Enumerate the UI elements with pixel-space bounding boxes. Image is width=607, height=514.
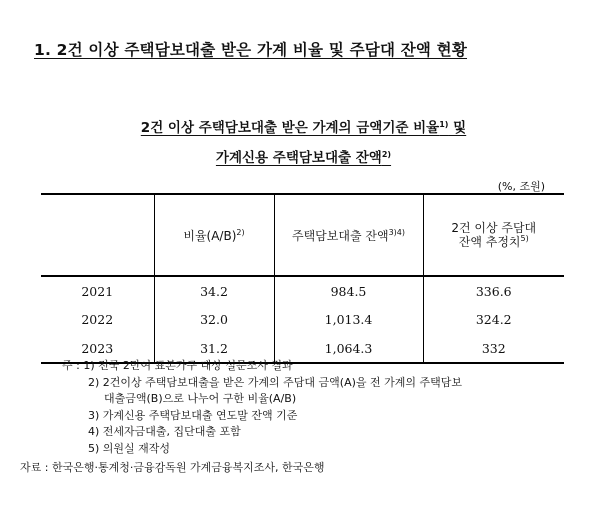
cell-ratio: 31.2 bbox=[154, 334, 274, 363]
table-header-row bbox=[41, 194, 564, 276]
cell-balance: 984.5 bbox=[274, 276, 423, 305]
stats-table bbox=[41, 193, 564, 364]
footnote-2-continued: 대출금액(B)으로 나누어 구한 비율(A/B) bbox=[104, 392, 297, 405]
cell-year: 2022 bbox=[81, 312, 114, 327]
footnote-4: 4) 전세자금대출, 집단대출 포함 bbox=[88, 425, 241, 438]
table-title-line1: 2건 이상 주택담보대출 받은 가계의 금액기준 비율$^{1)}$ 및 bbox=[140, 120, 467, 136]
footnote-3: 3) 가계신용 주택담보대출 연도말 잔액 기준 bbox=[88, 408, 298, 422]
header-year bbox=[41, 194, 154, 276]
cell-ratio: 34.2 bbox=[154, 276, 274, 305]
header-estimate: 2건 이상 주담대 잔액 추정치$^{5)}$ bbox=[423, 194, 564, 276]
footnote-2: 2) 2건이상 주택담보대출을 받은 가계의 주담대 금액(A)을 전 가계의 주택담보 bbox=[88, 375, 463, 389]
header-balance: 주택담보대출 잔액$^{3)4)}$ bbox=[274, 194, 423, 276]
unit-label: (%, 조원) bbox=[497, 180, 545, 193]
header-ratio: 비율$(A/B)^{2)}$ bbox=[154, 194, 274, 276]
table-row bbox=[41, 305, 564, 334]
cell-balance: 1,013.4 bbox=[274, 305, 423, 334]
footnote-1: 주 : 1) 전국 2만여 표본가구 대상 설문조사 결과 bbox=[62, 359, 293, 372]
cell-year: 2021 bbox=[81, 283, 114, 299]
cell-estimate: 336.6 bbox=[423, 276, 564, 305]
table-row bbox=[41, 276, 564, 305]
section-heading: 1. 2건 이상 주택담보대출 받은 가계 비율 및 주담대 잔액 현황 bbox=[34, 41, 468, 59]
cell-balance: 1,064.3 bbox=[274, 334, 423, 363]
table-title-line2: 가계신용 주택담보대출 잔액$^{2)}$ bbox=[215, 150, 392, 166]
cell-year: 2023 bbox=[41, 334, 154, 363]
cell-ratio: 32.0 bbox=[154, 305, 274, 334]
cell-estimate: 324.2 bbox=[423, 305, 564, 334]
source-line: 자료 : 한국은행·통계청·금융감독원 가계금융복지조사, 한국은행 bbox=[20, 461, 325, 474]
footnotes bbox=[62, 358, 462, 457]
footnote-5: 5) 의원실 재작성 bbox=[88, 441, 171, 455]
cell-estimate: 332 bbox=[423, 334, 564, 363]
